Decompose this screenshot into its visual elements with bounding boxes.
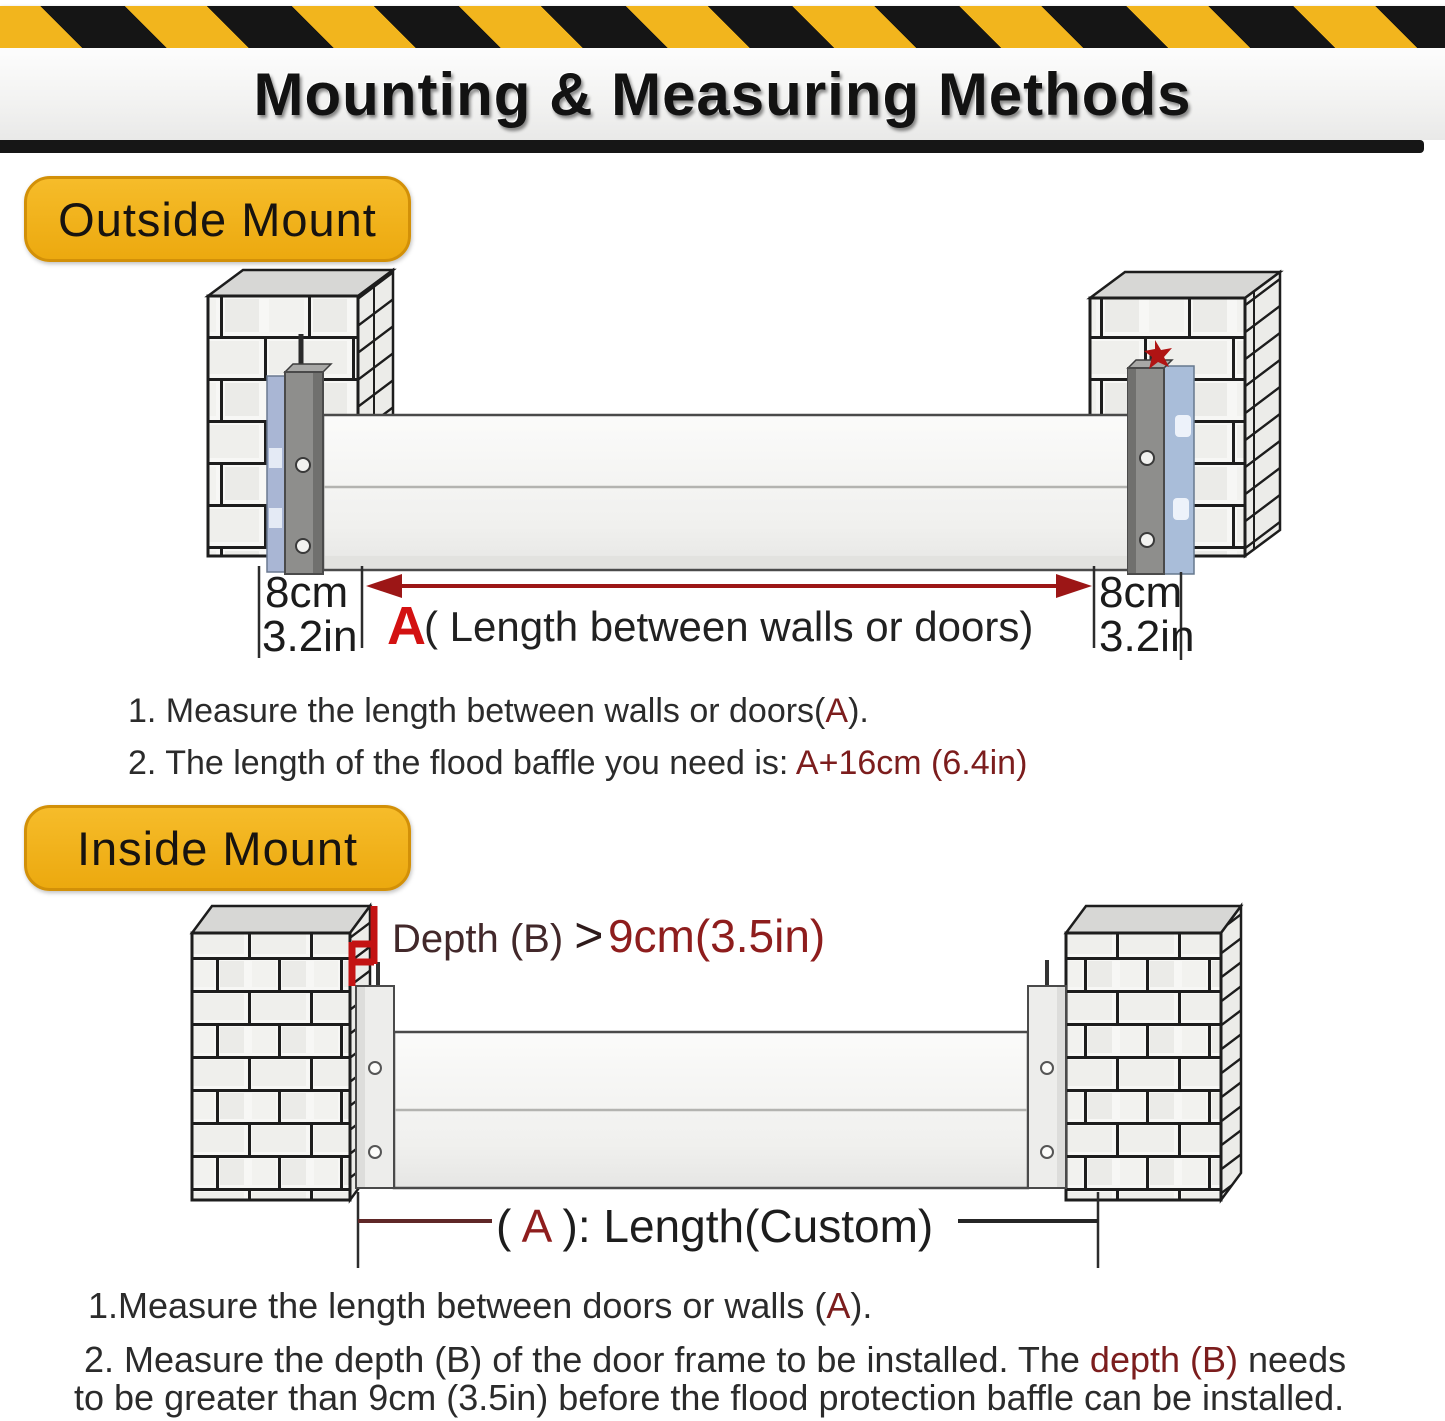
outside-mount-label-text: Outside Mount (58, 192, 377, 246)
screw-hole (296, 539, 310, 553)
span-text-label: ( Length between walls or doors) (424, 603, 1034, 650)
screw-hole (1140, 533, 1154, 547)
dim-left-cm-label: 8cm (265, 568, 349, 617)
inside-channel-right (1028, 960, 1066, 1188)
screw-hole (1140, 451, 1154, 465)
hazard-stripe-banner (0, 6, 1445, 48)
screw-hole (369, 1062, 381, 1074)
dim-right-in-label: 3.2in (1099, 612, 1195, 661)
depth-label (392, 907, 825, 963)
inside-step-1: 1.Measure the length between doors or walls (A). (88, 1285, 873, 1326)
seal-strip-left (267, 376, 285, 572)
brick-pillar-left-inside (192, 906, 370, 1200)
brick-pillar-right-inside (1066, 906, 1241, 1200)
inside-step-2-continued: to be greater than 9cm (3.5in) before the flood protection baffle can be installed. (74, 1377, 1345, 1418)
length-rest-text: ): Length(Custom) (562, 1200, 934, 1252)
greater-than-sign: > (574, 907, 604, 963)
seal-strip-right (1164, 366, 1194, 574)
outside-step-2: 2. The length of the flood baffle you need is: A+16cm (6.4in) (128, 744, 1028, 782)
depth-label-text: Depth (B) (392, 917, 575, 961)
screw-hole (369, 1146, 381, 1158)
mounting-bracket-right (1128, 340, 1194, 574)
inside-channel-left (356, 962, 394, 1188)
screw-hole (1041, 1146, 1053, 1158)
depth-value-text: 9cm(3.5in) (607, 910, 826, 962)
dim-left-in-label: 3.2in (262, 612, 358, 661)
dim-right-cm-label: 8cm (1099, 568, 1183, 617)
flood-baffle-panel (323, 415, 1131, 570)
page-title: Mounting & Measuring Methods (253, 60, 1192, 128)
outside-step-1: 1. Measure the length between walls or doors(A). (128, 692, 869, 730)
length-custom-label (496, 1200, 933, 1252)
outside-mount-label (24, 176, 411, 262)
screw-hole (1041, 1062, 1053, 1074)
span-letter-label: A (387, 596, 426, 656)
inside-mount-label (24, 805, 411, 891)
title-banner (0, 48, 1445, 140)
length-measure-arrow (366, 574, 1092, 598)
length-letter: A (521, 1200, 550, 1252)
outside-mount-diagram (0, 260, 1445, 680)
screw-hole (296, 458, 310, 472)
title-divider (0, 140, 1424, 153)
length-open-paren: ( (496, 1200, 512, 1252)
flood-baffle-panel-inside (394, 1032, 1028, 1188)
inside-mount-label-text: Inside Mount (76, 821, 359, 875)
inside-mount-diagram (0, 900, 1445, 1285)
inside-step-2: 2. Measure the depth (B) of the door frame to be installed. The depth (B) needs (84, 1339, 1347, 1380)
